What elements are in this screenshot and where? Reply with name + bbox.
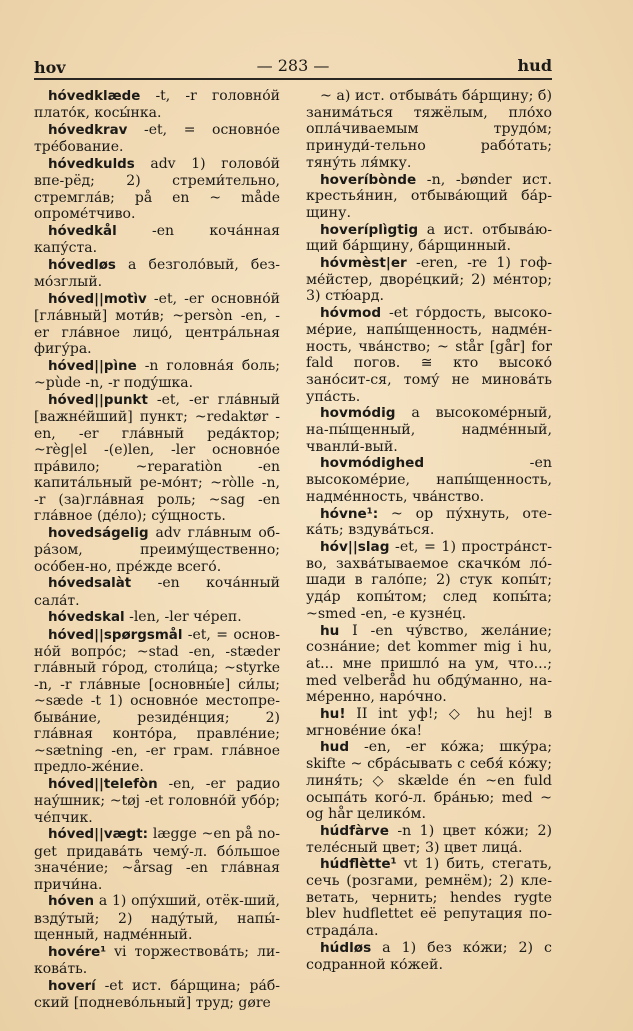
dictionary-entry xyxy=(34,826,280,893)
definition: -n головна́я боль; ~pùde -n, -r поду́шка. xyxy=(34,357,280,392)
dictionary-entry xyxy=(306,856,552,940)
definition: -t, -r головно́й плато́к, косы́нка. xyxy=(34,88,280,122)
definition: a ист. отбыва́ю-щий ба́рщину, ба́рщинный. xyxy=(306,221,552,255)
headword: hóvmèst|er xyxy=(320,255,407,272)
definition: -et, = основ-но́й вопро́с; ~stad -en, -stæder гла́вный го́род, столи́ца; ~styrke -n, -r гла́вные [основны́е] си́лы; ~sæde -t 1) основно́е местопре-быва́ние, резиде́нция; 2) гла́вная конто́ра, правле́ние; ~sætning -en, -er грам. гла́вное предло-же́ние. xyxy=(34,626,280,776)
dictionary-entry xyxy=(306,455,552,505)
dictionary-entry xyxy=(34,525,280,575)
definition: a высокоме́рный, на-пы́щенный, надме́нный, чванли́-вый. xyxy=(306,405,552,455)
headword: hoveríplìgtig xyxy=(320,221,419,238)
definition: -et, = основно́е тре́бование. xyxy=(34,121,280,156)
dictionary-entry xyxy=(306,823,552,856)
definition: -en, -er радио нау́шник; ~tøj -et головно́й убо́р; че́пчик. xyxy=(34,775,280,826)
dictionary-entry xyxy=(34,575,280,609)
dictionary-entry xyxy=(34,893,280,943)
definition: a 1) без ко́жи; 2) с содранной ко́жей. xyxy=(306,939,552,973)
dictionary-entry xyxy=(34,156,280,223)
definition: II int уф!; ◇ hu hej! в мгнове́ние о́ка! xyxy=(306,706,552,739)
headword: hóved||spørgsmål xyxy=(48,627,183,643)
definition: ~ op пу́хнуть, оте-ка́ть; вздува́ться. xyxy=(306,505,552,539)
headword: hóvedsalàt xyxy=(48,576,132,592)
headword: hovedságelig xyxy=(48,525,149,541)
definition: -n, -bønder ист. крестья́нин, отбыва́ющий ба́р-щину. xyxy=(306,171,552,221)
definition: -et, -er основно́й [гла́вный] моти́в; ~persòn -en, -er гла́вное лицо́, центра́льная фигу́ра. xyxy=(34,290,280,358)
dictionary-entry xyxy=(34,223,280,257)
dictionary-entry xyxy=(34,392,280,525)
dictionary-entry xyxy=(34,627,280,776)
headword: húdflètte¹ xyxy=(320,856,397,873)
dictionary-entry xyxy=(34,358,280,392)
definition: -en высокоме́рие, напы́щенность, надме́нность, чва́нство. xyxy=(306,455,552,505)
headword: hóvedskal xyxy=(48,610,125,626)
dictionary-entry xyxy=(306,706,552,739)
dictionary-entry xyxy=(306,222,552,255)
dictionary-entry xyxy=(34,978,280,1012)
headword: hóved||vægt: xyxy=(48,827,149,843)
left-column xyxy=(34,88,280,1018)
headword: húdløs xyxy=(320,939,372,956)
dictionary-entry xyxy=(34,776,280,826)
headword: húdfàrve xyxy=(320,822,389,839)
headword: hóved||pìne xyxy=(48,358,137,374)
headword: hóved||telefòn xyxy=(48,776,158,792)
dictionary-entry xyxy=(306,305,552,405)
dictionary-entry xyxy=(34,88,280,122)
definition: -en, -er ко́жа; шку́ра; skifte ~ сбра́сывать с себя́ ко́жу; линя́ть; ◇ skælde én ~en fuld осыпа́ть кого́-л. бра́нью; med ~ og hår целико́м. xyxy=(306,739,552,823)
dictionary-entry xyxy=(306,623,552,707)
dictionary-entry xyxy=(306,255,552,305)
definition: ~ а) ист. отбыва́ть ба́рщину; б) занима́ться тяжёлым, пло́хо опла́чиваемым трудо́м; принуди́-тельно рабо́тать; тяну́ть ля́мку. xyxy=(306,88,552,171)
header-rule xyxy=(34,78,552,80)
headword: hóvedløs xyxy=(48,257,116,273)
headword: hu! xyxy=(320,706,346,723)
definition: -n 1) цвет ко́жи; 2) теле́сный цвет; 3) цвет лица́. xyxy=(306,822,552,856)
header-first-headword: hov xyxy=(34,58,66,77)
headword: hóvedkulds xyxy=(48,156,135,172)
definition: I -en чу́вство, жела́ние; созна́ние; det kommer mig i hu, at... мне пришло́ на ум, что...; med velberåd hu обду́манно, на-ме́ренно, наро́чно. xyxy=(306,622,552,706)
headword: hoveríbònde xyxy=(320,171,417,188)
headword: hóved||motìv xyxy=(48,291,147,307)
dictionary-entry xyxy=(34,291,280,358)
headword: hu xyxy=(320,622,340,639)
definition: -en коча́нный сала́т. xyxy=(34,575,280,609)
dictionary-entry xyxy=(306,405,552,455)
header-last-headword: hud xyxy=(517,56,552,75)
headword: hovmódighed xyxy=(320,455,425,472)
page-number: — 283 — xyxy=(256,56,330,75)
dictionary-entry xyxy=(306,539,552,623)
dictionary-entry xyxy=(306,739,552,823)
headword: hóvedkål xyxy=(48,223,117,239)
headword: hovmódig xyxy=(320,405,396,422)
headword: hóvedklæde xyxy=(48,89,141,104)
definition: adv гла́вным об-ра́зом, преиму́щественно; осо́бен-но, пре́жде всего́. xyxy=(34,524,280,575)
dictionary-entry xyxy=(34,122,280,156)
definition: -len, -ler че́реп. xyxy=(124,609,242,626)
headword: hóved||punkt xyxy=(48,392,148,408)
definition: a 1) опу́хший, отёк-ший, взду́тый; 2) наду́тый, напы́-щенный, надме́нный. xyxy=(34,893,280,944)
definition: -en коча́нная капу́ста. xyxy=(34,222,280,257)
page-header xyxy=(34,54,552,78)
headword: hud xyxy=(320,739,350,756)
definition: vi торжествова́ть; ли-кова́ть. xyxy=(34,943,280,978)
definition: -et го́рдость, высоко-ме́рие, напы́щенность, надме́н-ность, чва́нство; ~ står [går] for fald погов. ≅ кто высоко́ зано́сит-ся, тому́ не минова́ть упа́сть. xyxy=(306,305,552,405)
dictionary-entry xyxy=(306,88,552,172)
definition: a безголо́вый, без-мо́зглый. xyxy=(34,256,280,291)
dictionary-entry xyxy=(306,506,552,539)
dictionary-entry xyxy=(34,609,280,626)
headword: hovére¹ xyxy=(48,944,107,960)
dictionary-entry xyxy=(34,944,280,978)
headword: hóvmod xyxy=(320,305,382,322)
dictionary-entry xyxy=(34,257,280,291)
headword: hóvedkrav xyxy=(48,122,128,138)
definition: lægge ~en på no-get придава́ть чему́-л. бо́льшое значе́ние; ~årsag -en гла́вная причи́на. xyxy=(34,826,280,893)
definition: vt 1) бить, стегать, сечь (розгами, ремнём); 2) кле-ветать, чернить; hendes rygte blev hudflettet её репутация по-страда́ла. xyxy=(306,856,552,940)
definition: adv 1) голово́й впе-рёд; 2) стреми́тельно, стремгла́в; på en ~ måde опроме́тчиво. xyxy=(34,155,280,223)
dictionary-entry xyxy=(306,172,552,222)
headword: hóv||slag xyxy=(320,538,390,555)
definition: -eren, -re 1) гоф-ме́йстер, дворе́цкий; 2) ме́нтор; 3) стю́ард. xyxy=(306,255,552,305)
headword: hóvne¹: xyxy=(320,505,379,522)
headword: hoverí xyxy=(48,978,96,994)
definition: -et, = 1) простра́нст-во, захва́тываемое скачко́м ло́-шади в гало́пе; 2) стук копы́т; уда́р копы́том; след копы́та; ~smed -en, -e кузне́ц. xyxy=(306,538,552,622)
definition: -et ист. ба́рщина; ра́б-ский [поднево́льный] труд; gøre xyxy=(34,977,280,1012)
headword: hóven xyxy=(48,894,95,910)
dictionary-entry xyxy=(306,940,552,973)
definition: -et, -er гла́вный [важне́йший] пункт; ~redaktør -en, -er гла́вный реда́ктор; ~règ|el -(e)len, -ler основно́е пра́вило; ~reparatiòn -en капита́льный ре-мо́нт; ~ròlle -n, -r (за)гла́вная роль; ~sag -en гла́вное (де́ло); су́щность. xyxy=(34,391,280,525)
right-column xyxy=(306,88,552,1018)
